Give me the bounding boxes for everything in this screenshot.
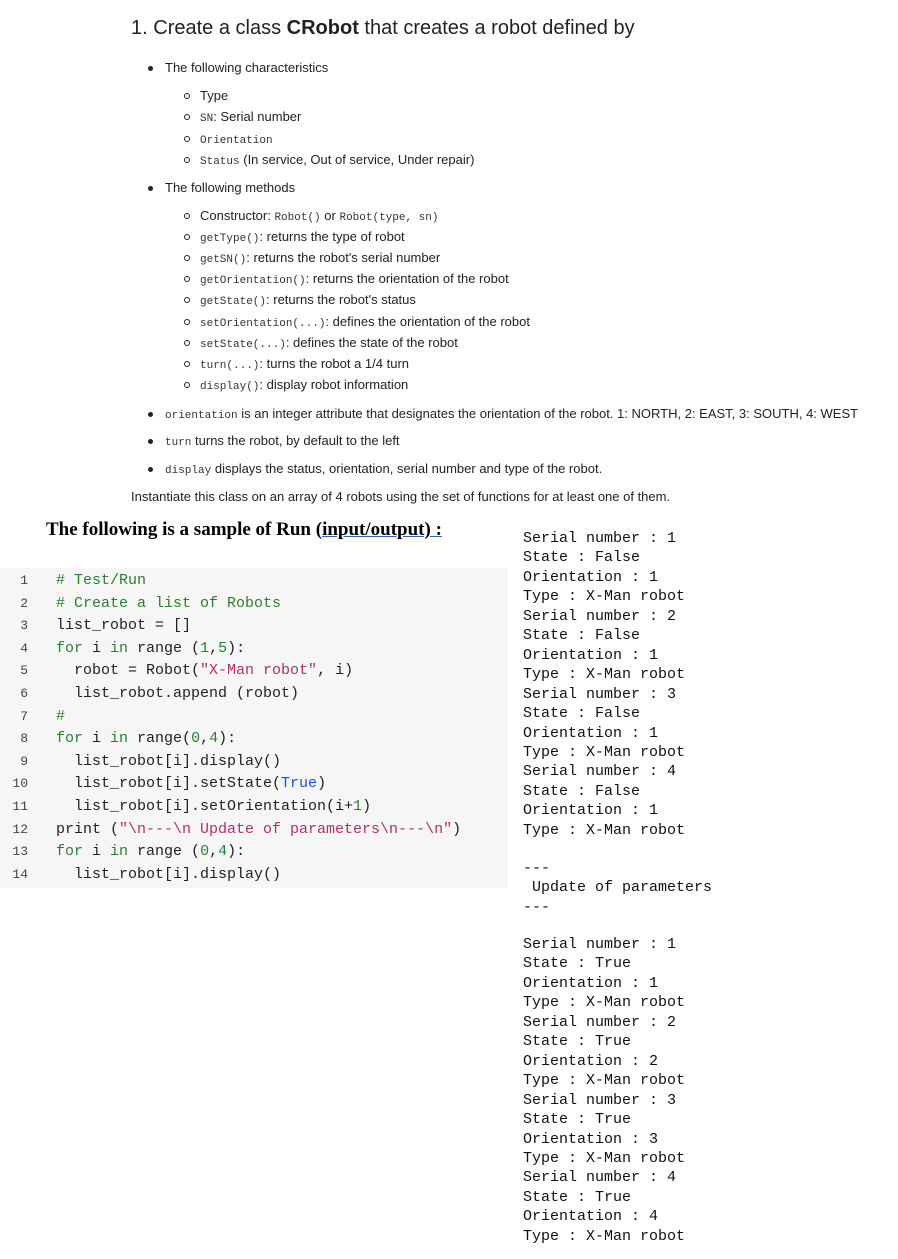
characteristic-item: Status (In service, Out of service, Under repair) [186,152,474,168]
output-before-update [523,529,685,840]
output-line: State : False [523,549,641,567]
method-item: getOrientation(): returns the orientation of the robot [186,271,509,287]
output-separator [523,859,712,917]
output-line: Orientation : 1 [523,568,659,586]
line-number: 11 [12,799,28,814]
output-line: Orientation : 3 [523,1130,659,1148]
method-item: getSN(): returns the robot's serial number [186,250,440,266]
output-line: Orientation : 1 [523,646,659,664]
output-after-update [523,935,685,1246]
method-item: getState(): returns the robot's status [186,292,416,308]
title-number: 1. [131,17,148,39]
title-prefix: Create a class [153,17,282,39]
output-line: Serial number : 2 [523,1013,677,1031]
output-line: Serial number : 2 [523,607,677,625]
code-line [0,773,508,795]
code-text: print ("\n---\n Update of parameters\n---\n") [56,820,462,838]
line-number: 13 [12,844,28,860]
code-text: for i in range (0,4): [56,843,246,861]
output-line: Type : X-Man robot [523,743,686,761]
exercise-title [131,17,635,40]
output-line: Type : X-Man robot [523,1227,686,1245]
line-number: 2 [20,595,28,611]
code-text: robot = Robot("X-Man robot", i) [56,662,354,680]
output-line: Type : X-Man robot [523,1149,686,1167]
output-line: State : False [523,782,641,800]
code-text: list_robot[i].setOrientation(i+1) [56,798,372,815]
code-text: list_robot[i].display() [56,865,282,883]
output-line: Serial number : 1 [523,936,677,953]
sample-run-heading: The following is a sample of Run (input/output) : [46,519,442,540]
output-line: Orientation : 4 [523,1208,659,1226]
code-line [0,864,508,886]
line-number: 8 [20,731,28,747]
line-number: 7 [20,708,28,724]
method-item: setOrientation(...): defines the orientation of the robot [186,314,530,330]
line-number: 9 [20,753,28,769]
code-line [0,683,508,705]
output-line: Type : X-Man robot [523,588,686,606]
output-line: --- [523,860,551,877]
characteristic-item: SN: Serial number [186,109,301,125]
code-text: # Create a list of Robots [56,594,282,612]
output-line: Orientation : 2 [523,1052,659,1070]
code-line [0,796,508,818]
code-line [0,660,508,682]
line-number: 6 [20,686,28,701]
output-line: State : True [523,1111,632,1129]
code-line [0,593,508,615]
output-line: Orientation : 1 [523,974,659,992]
output-line: --- [523,898,551,916]
output-line: Serial number : 4 [523,763,677,781]
line-number: 4 [20,640,28,656]
note-orientation: orientation is an integer attribute that designates the orientation of the robot. 1: NORTH, 2: EAST, 3: SOUTH, 4: WEST [150,406,858,422]
code-line [0,638,508,660]
line-number: 10 [12,776,28,792]
characteristic-item: Orientation [186,131,273,147]
title-classname: CRobot [286,17,359,39]
line-number: 12 [12,821,28,837]
output-line: State : True [523,1188,632,1206]
code-text: list_robot[i].display() [56,752,282,770]
code-line [0,570,508,592]
line-number: 3 [20,618,28,634]
output-line: State : False [523,627,641,645]
code-text: list_robot[i].setState(True) [56,775,327,793]
method-item: display(): display robot information [186,377,408,393]
note-display: display displays the status, orientation, serial number and type of the robot. [150,461,602,477]
method-item-constructor: Constructor: Robot() or Robot(type, sn) [186,208,439,224]
output-line: Orientation : 1 [523,802,659,820]
output-line: Serial number : 1 [523,530,677,547]
output-line: Type : X-Man robot [523,1072,686,1090]
code-text: for i in range (1,5): [56,639,246,657]
output-line: Serial number : 3 [523,1091,677,1109]
output-line: Type : X-Man robot [523,994,686,1012]
code-text: # Test/Run [56,572,147,589]
characteristic-item: Type [186,88,228,103]
code-line [0,751,508,773]
code-text: for i in range(0,4): [56,730,237,748]
line-number: 14 [12,866,28,882]
code-listing [0,568,508,888]
output-line: Type : X-Man robot [523,666,686,684]
line-number: 5 [20,663,28,679]
line-number: 1 [20,573,28,588]
output-line: Update of parameters [523,879,713,897]
code-line [0,841,508,863]
code-line [0,615,508,637]
method-item: getType(): returns the type of robot [186,229,405,245]
methods-heading: The following methods [150,180,295,195]
output-line: State : True [523,955,632,973]
method-item: turn(...): turns the robot a 1/4 turn [186,356,409,372]
code-line [0,706,508,728]
output-line: Serial number : 3 [523,685,677,703]
output-line: State : True [523,1033,632,1051]
note-turn: turn turns the robot, by default to the left [150,433,400,449]
code-line [0,728,508,750]
instantiate-instruction: Instantiate this class on an array of 4 robots using the set of functions for at least one of them. [131,489,671,504]
code-text: list_robot = [] [56,617,192,635]
method-item: setState(...): defines the state of the robot [186,335,458,351]
characteristics-heading: The following characteristics [150,60,328,75]
code-line [0,819,508,841]
code-text: list_robot.append (robot) [56,685,300,702]
output-line: Orientation : 1 [523,724,659,742]
output-line: Type : X-Man robot [523,821,686,839]
code-text: # [56,707,66,725]
output-line: Serial number : 4 [523,1169,677,1187]
output-line: State : False [523,705,641,723]
title-suffix: that creates a robot defined by [364,17,635,39]
